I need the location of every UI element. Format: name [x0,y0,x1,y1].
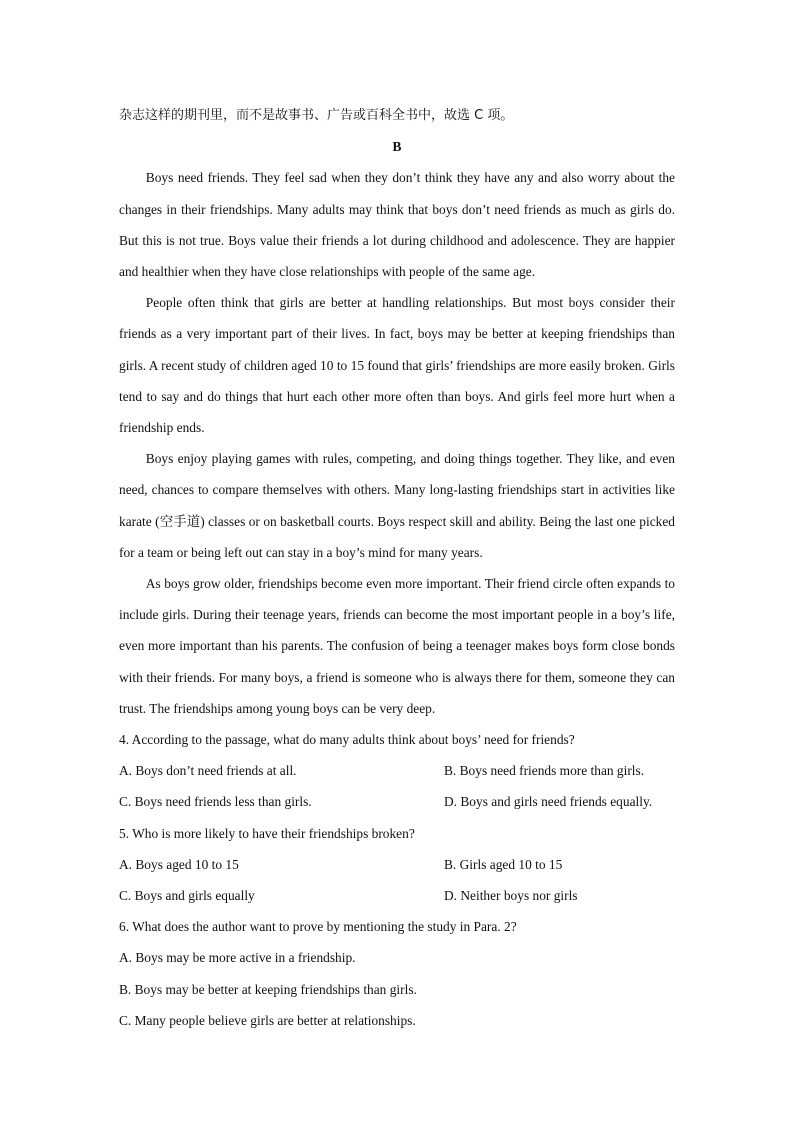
question-5-options-row-2 [119,880,675,911]
section-heading: B [392,139,402,155]
question-5-option-c: C. Boys and girls equally [119,888,255,904]
question-6-stem: 6. What does the author want to prove by mentioning the study in Para. 2? [119,919,517,935]
question-5-option-b: B. Girls aged 10 to 15 [444,856,563,872]
question-5-stem: 5. Who is more likely to have their friendships broken? [119,825,415,841]
question-4-options-row-1 [119,755,675,786]
question-5-options-row-1 [119,849,675,880]
question-6-option-c: C. Many people believe girls are better at relationships. [119,1012,416,1028]
question-6-option-b: B. Boys may be better at keeping friendships than girls. [119,981,417,997]
question-4-option-a: A. Boys don’t need friends at all. [119,763,297,779]
question-4-option-c: C. Boys need friends less than girls. [119,794,312,810]
question-4-stem: 4. According to the passage, what do many adults think about boys’ need for friends? [119,732,575,748]
document-page [119,100,675,1036]
question-5-option-a: A. Boys aged 10 to 15 [119,856,239,872]
question-6-option-a: A. Boys may be more active in a friendship. [119,950,356,966]
question-4-options-row-2 [119,786,675,817]
question-4-option-d: D. Boys and girls need friends equally. [444,794,653,810]
paragraph-1: Boys need friends. They feel sad when they don’t think they have any and also worry about the changes in their friendships. Many adults may think that boys don’t need friends as much as girls do. But this is not true. Boys value their friends a lot during childhood and adolescence. They are happier and healthier when they have close relationships with people of the same age. [119,170,675,280]
intro-line: 杂志这样的期刊里，而不是故事书、广告或百科全书中，故选 C 项。 [119,108,514,123]
question-4-option-b: B. Boys need friends more than girls. [444,763,645,779]
question-5-option-d: D. Neither boys nor girls [444,888,578,904]
paragraph-2: People often think that girls are better at handling relationships. But most boys consider their friends as a very important part of their lives. In fact, boys may be better at keeping friendships than girls. A recent study of children aged 10 to 15 found that girls’ friendships are more easily broken. Girls tend to say and do things that hurt each other more often than boys. And girls feel more hurt when a friendship ends. [119,295,675,436]
paragraph-4: As boys grow older, friendships become even more important. Their friend circle often expands to include girls. During their teenage years, friends can become the most important people in a boy’s life, even more important than his parents. The confusion of being a teenager makes boys form close bonds with their friends. For many boys, a friend is someone who is always there for them, someone they can trust. The friendships among young boys can be very deep. [119,576,675,716]
paragraph-3: Boys enjoy playing games with rules, competing, and doing things together. They like, and even need, chances to compare themselves with others. Many long-lasting friendships start in activities like karate (空手道) classes or on basketball courts. Boys respect skill and ability. Being the last one picked for a team or being left out can stay in a boy’s mind for many years. [119,451,675,560]
